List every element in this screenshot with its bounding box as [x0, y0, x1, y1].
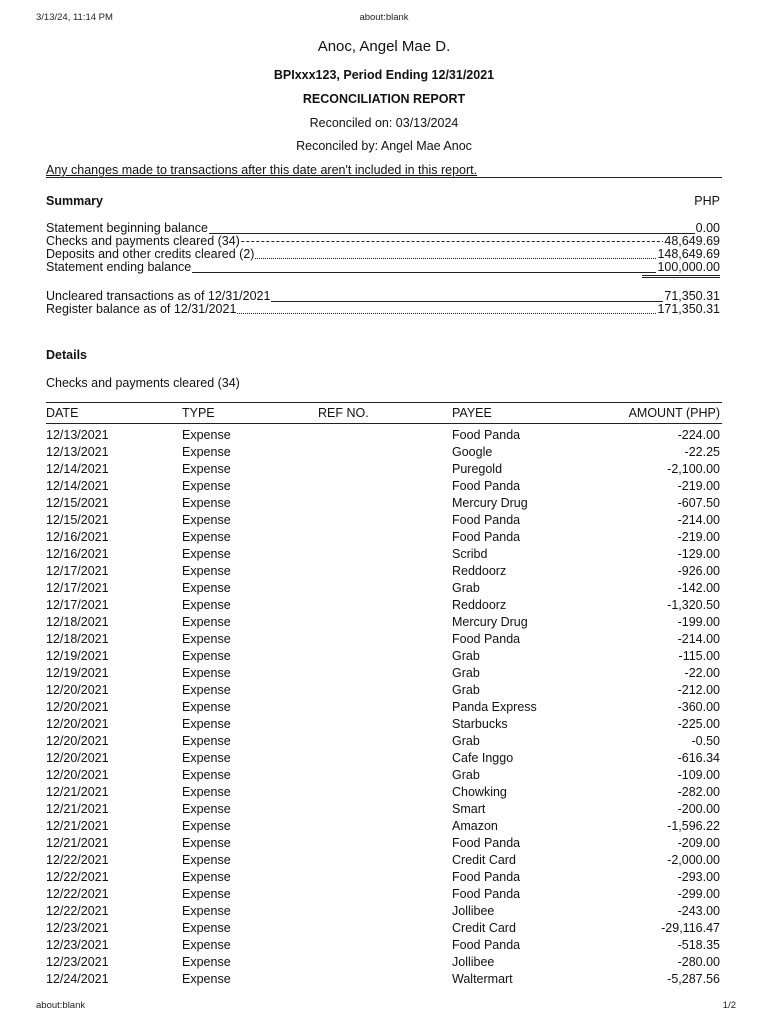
cell-type: Expense	[182, 530, 231, 544]
table-row	[46, 801, 722, 818]
cell-payee: Food Panda	[452, 887, 521, 901]
cell-payee: Mercury Drug	[452, 496, 528, 510]
cell-date: 12/16/2021	[46, 530, 109, 544]
cell-type: Expense	[182, 649, 231, 663]
cell-type: Expense	[182, 564, 231, 578]
table-row	[46, 546, 722, 563]
column-header-ref: REF NO.	[318, 406, 369, 420]
cell-date: 12/20/2021	[46, 768, 109, 782]
cell-type: Expense	[182, 513, 231, 527]
cell-date: 12/22/2021	[46, 904, 109, 918]
table-row	[46, 835, 722, 852]
cell-amount: -22.25	[684, 445, 720, 459]
cell-type: Expense	[182, 632, 231, 646]
cell-date: 12/16/2021	[46, 547, 109, 561]
cell-payee: Waltermart	[452, 972, 513, 986]
cell-date: 12/21/2021	[46, 785, 109, 799]
summary-line-value: 0.00	[695, 221, 720, 235]
cell-payee: Jollibee	[452, 955, 495, 969]
cell-payee: Food Panda	[452, 513, 521, 527]
changes-notice: Any changes made to transactions after this date aren't included in this report.	[46, 163, 478, 177]
summary-line-value: 71,350.31	[664, 289, 720, 303]
cell-type: Expense	[182, 734, 231, 748]
table-row	[46, 920, 722, 937]
table-row	[46, 937, 722, 954]
table-row	[46, 427, 722, 444]
cell-type: Expense	[182, 887, 231, 901]
cell-date: 12/17/2021	[46, 564, 109, 578]
cell-type: Expense	[182, 683, 231, 697]
cell-date: 12/19/2021	[46, 649, 109, 663]
cell-type: Expense	[182, 666, 231, 680]
cell-amount: -1,596.22	[667, 819, 720, 833]
cell-amount: -219.00	[677, 479, 720, 493]
cell-date: 12/17/2021	[46, 598, 109, 612]
cell-payee: Food Panda	[452, 479, 521, 493]
page-number: 1/2	[722, 1000, 736, 1011]
cell-date: 12/22/2021	[46, 887, 109, 901]
cell-date: 12/14/2021	[46, 462, 109, 476]
cell-date: 12/14/2021	[46, 479, 109, 493]
summary-line-label: Uncleared transactions as of 12/31/2021	[46, 289, 271, 303]
cell-payee: Cafe Inggo	[452, 751, 514, 765]
cell-amount: -199.00	[677, 615, 720, 629]
table-row	[46, 716, 722, 733]
cell-amount: -360.00	[677, 700, 720, 714]
cell-type: Expense	[182, 819, 231, 833]
cell-type: Expense	[182, 598, 231, 612]
cell-type: Expense	[182, 496, 231, 510]
cell-date: 12/20/2021	[46, 734, 109, 748]
print-url: about:blank	[359, 12, 409, 23]
table-row	[46, 682, 722, 699]
column-header-type: TYPE	[182, 406, 215, 420]
cell-payee: Food Panda	[452, 938, 521, 952]
cell-payee: Food Panda	[452, 530, 521, 544]
table-row	[46, 614, 722, 631]
cell-amount: -2,100.00	[667, 462, 720, 476]
table-row	[46, 699, 722, 716]
summary-line-value: 100,000.00	[657, 260, 720, 274]
cell-amount: -209.00	[677, 836, 720, 850]
cell-payee: Scribd	[452, 547, 488, 561]
cell-payee: Food Panda	[452, 870, 521, 884]
cell-date: 12/23/2021	[46, 938, 109, 952]
cell-date: 12/20/2021	[46, 700, 109, 714]
table-row	[46, 852, 722, 869]
table-row	[46, 529, 722, 546]
table-row	[46, 750, 722, 767]
cell-amount: -2,000.00	[667, 853, 720, 867]
cell-type: Expense	[182, 836, 231, 850]
account-period: BPIxxx123, Period Ending 12/31/2021	[273, 68, 495, 82]
header-divider	[46, 177, 722, 178]
table-row	[46, 512, 722, 529]
cell-date: 12/18/2021	[46, 632, 109, 646]
table-body	[46, 424, 722, 988]
cell-payee: Chowking	[452, 785, 507, 799]
table-row	[46, 886, 722, 903]
cell-type: Expense	[182, 479, 231, 493]
cell-payee: Grab	[452, 581, 480, 595]
details-subheading: Checks and payments cleared (34)	[46, 376, 240, 390]
cell-date: 12/17/2021	[46, 581, 109, 595]
cell-type: Expense	[182, 870, 231, 884]
cell-date: 12/21/2021	[46, 802, 109, 816]
cell-payee: Grab	[452, 666, 480, 680]
reconciled-on: Reconciled on: 03/13/2024	[309, 116, 459, 130]
company-name: Anoc, Angel Mae D.	[317, 38, 451, 55]
cell-type: Expense	[182, 547, 231, 561]
cell-amount: -200.00	[677, 802, 720, 816]
cell-amount: -214.00	[677, 513, 720, 527]
summary-line-ending-balance	[46, 261, 720, 275]
table-row	[46, 665, 722, 682]
cell-type: Expense	[182, 751, 231, 765]
cell-type: Expense	[182, 938, 231, 952]
total-double-underline	[642, 275, 720, 278]
cell-amount: -926.00	[677, 564, 720, 578]
cell-date: 12/15/2021	[46, 513, 109, 527]
cell-date: 12/20/2021	[46, 683, 109, 697]
cell-date: 12/15/2021	[46, 496, 109, 510]
cell-type: Expense	[182, 462, 231, 476]
cell-payee: Amazon	[452, 819, 498, 833]
cell-payee: Grab	[452, 768, 480, 782]
cell-amount: -293.00	[677, 870, 720, 884]
details-heading: Details	[46, 348, 87, 362]
cell-amount: -280.00	[677, 955, 720, 969]
cell-amount: -214.00	[677, 632, 720, 646]
column-header-amount: AMOUNT (PHP)	[628, 406, 720, 420]
summary-line-label: Statement beginning balance	[46, 221, 208, 235]
cell-payee: Panda Express	[452, 700, 537, 714]
cell-type: Expense	[182, 853, 231, 867]
table-row	[46, 733, 722, 750]
cell-payee: Reddoorz	[452, 598, 507, 612]
cell-type: Expense	[182, 802, 231, 816]
cell-amount: -282.00	[677, 785, 720, 799]
cell-amount: -243.00	[677, 904, 720, 918]
cell-type: Expense	[182, 785, 231, 799]
cell-amount: -129.00	[677, 547, 720, 561]
cell-amount: -115.00	[678, 649, 720, 663]
table-row	[46, 784, 722, 801]
cell-date: 12/23/2021	[46, 921, 109, 935]
table-row	[46, 495, 722, 512]
summary-heading: Summary	[46, 194, 103, 208]
summary-line-label: Register balance as of 12/31/2021	[46, 302, 237, 316]
print-datetime: 3/13/24, 11:14 PM	[36, 12, 113, 23]
table-row	[46, 954, 722, 971]
summary-line-register-balance	[46, 303, 720, 317]
cell-amount: -5,287.56	[667, 972, 720, 986]
column-header-date: DATE	[46, 406, 79, 420]
cell-amount: -212.00	[677, 683, 720, 697]
cell-amount: -0.50	[691, 734, 720, 748]
cell-payee: Credit Card	[452, 921, 516, 935]
cell-type: Expense	[182, 615, 231, 629]
report-title: RECONCILIATION REPORT	[302, 92, 466, 106]
summary-line-value: 171,350.31	[657, 302, 720, 316]
cell-date: 12/13/2021	[46, 428, 109, 442]
cell-payee: Food Panda	[452, 632, 521, 646]
table-row	[46, 580, 722, 597]
cell-payee: Reddoorz	[452, 564, 507, 578]
summary-line-label: Deposits and other credits cleared (2)	[46, 247, 255, 261]
cell-payee: Food Panda	[452, 836, 521, 850]
summary-line-value: 48,649.69	[664, 234, 720, 248]
table-row	[46, 869, 722, 886]
cell-date: 12/22/2021	[46, 853, 109, 867]
cell-date: 12/19/2021	[46, 666, 109, 680]
table-row	[46, 903, 722, 920]
cell-amount: -224.00	[677, 428, 720, 442]
footer-url: about:blank	[36, 1000, 86, 1011]
table-row	[46, 444, 722, 461]
cell-payee: Grab	[452, 734, 480, 748]
cell-payee: Starbucks	[452, 717, 508, 731]
table-header	[46, 402, 722, 424]
cell-date: 12/20/2021	[46, 717, 109, 731]
cell-amount: -1,320.50	[667, 598, 720, 612]
table-row	[46, 648, 722, 665]
cell-date: 12/13/2021	[46, 445, 109, 459]
cell-date: 12/24/2021	[46, 972, 109, 986]
cell-payee: Grab	[452, 683, 480, 697]
cell-amount: -29,116.47	[661, 921, 720, 935]
cell-amount: -518.35	[677, 938, 720, 952]
cell-amount: -299.00	[677, 887, 720, 901]
cell-date: 12/18/2021	[46, 615, 109, 629]
cell-type: Expense	[182, 428, 231, 442]
cell-date: 12/22/2021	[46, 870, 109, 884]
cell-date: 12/21/2021	[46, 819, 109, 833]
table-row	[46, 461, 722, 478]
table-row	[46, 767, 722, 784]
column-header-payee: PAYEE	[452, 406, 492, 420]
table-row	[46, 971, 722, 988]
cell-payee: Smart	[452, 802, 486, 816]
cell-amount: -607.50	[677, 496, 720, 510]
cell-amount: -22.00	[684, 666, 720, 680]
cell-date: 12/21/2021	[46, 836, 109, 850]
cell-type: Expense	[182, 921, 231, 935]
summary-line-label: Statement ending balance	[46, 260, 192, 274]
cell-type: Expense	[182, 717, 231, 731]
table-row	[46, 478, 722, 495]
table-row	[46, 818, 722, 835]
cell-type: Expense	[182, 955, 231, 969]
cell-payee: Google	[452, 445, 493, 459]
cell-amount: -225.00	[677, 717, 720, 731]
cell-payee: Jollibee	[452, 904, 495, 918]
summary-currency: PHP	[694, 194, 720, 208]
cell-type: Expense	[182, 972, 231, 986]
cell-payee: Credit Card	[452, 853, 516, 867]
table-row	[46, 631, 722, 648]
summary-line-label: Checks and payments cleared (34)	[46, 234, 240, 248]
cell-type: Expense	[182, 768, 231, 782]
cell-amount: -142.00	[677, 581, 720, 595]
table-row	[46, 597, 722, 614]
cell-amount: -109.00	[677, 768, 720, 782]
cell-payee: Mercury Drug	[452, 615, 528, 629]
cell-type: Expense	[182, 581, 231, 595]
cleared-transactions-table	[46, 402, 722, 988]
summary-line-value: 148,649.69	[657, 247, 720, 261]
cell-amount: -616.34	[677, 751, 720, 765]
cell-date: 12/23/2021	[46, 955, 109, 969]
cell-type: Expense	[182, 700, 231, 714]
table-row	[46, 563, 722, 580]
cell-payee: Grab	[452, 649, 480, 663]
cell-payee: Food Panda	[452, 428, 521, 442]
cell-amount: -219.00	[677, 530, 720, 544]
cell-payee: Puregold	[452, 462, 503, 476]
reconciled-by: Reconciled by: Angel Mae Anoc	[296, 139, 472, 153]
cell-type: Expense	[182, 904, 231, 918]
cell-date: 12/20/2021	[46, 751, 109, 765]
cell-type: Expense	[182, 445, 231, 459]
